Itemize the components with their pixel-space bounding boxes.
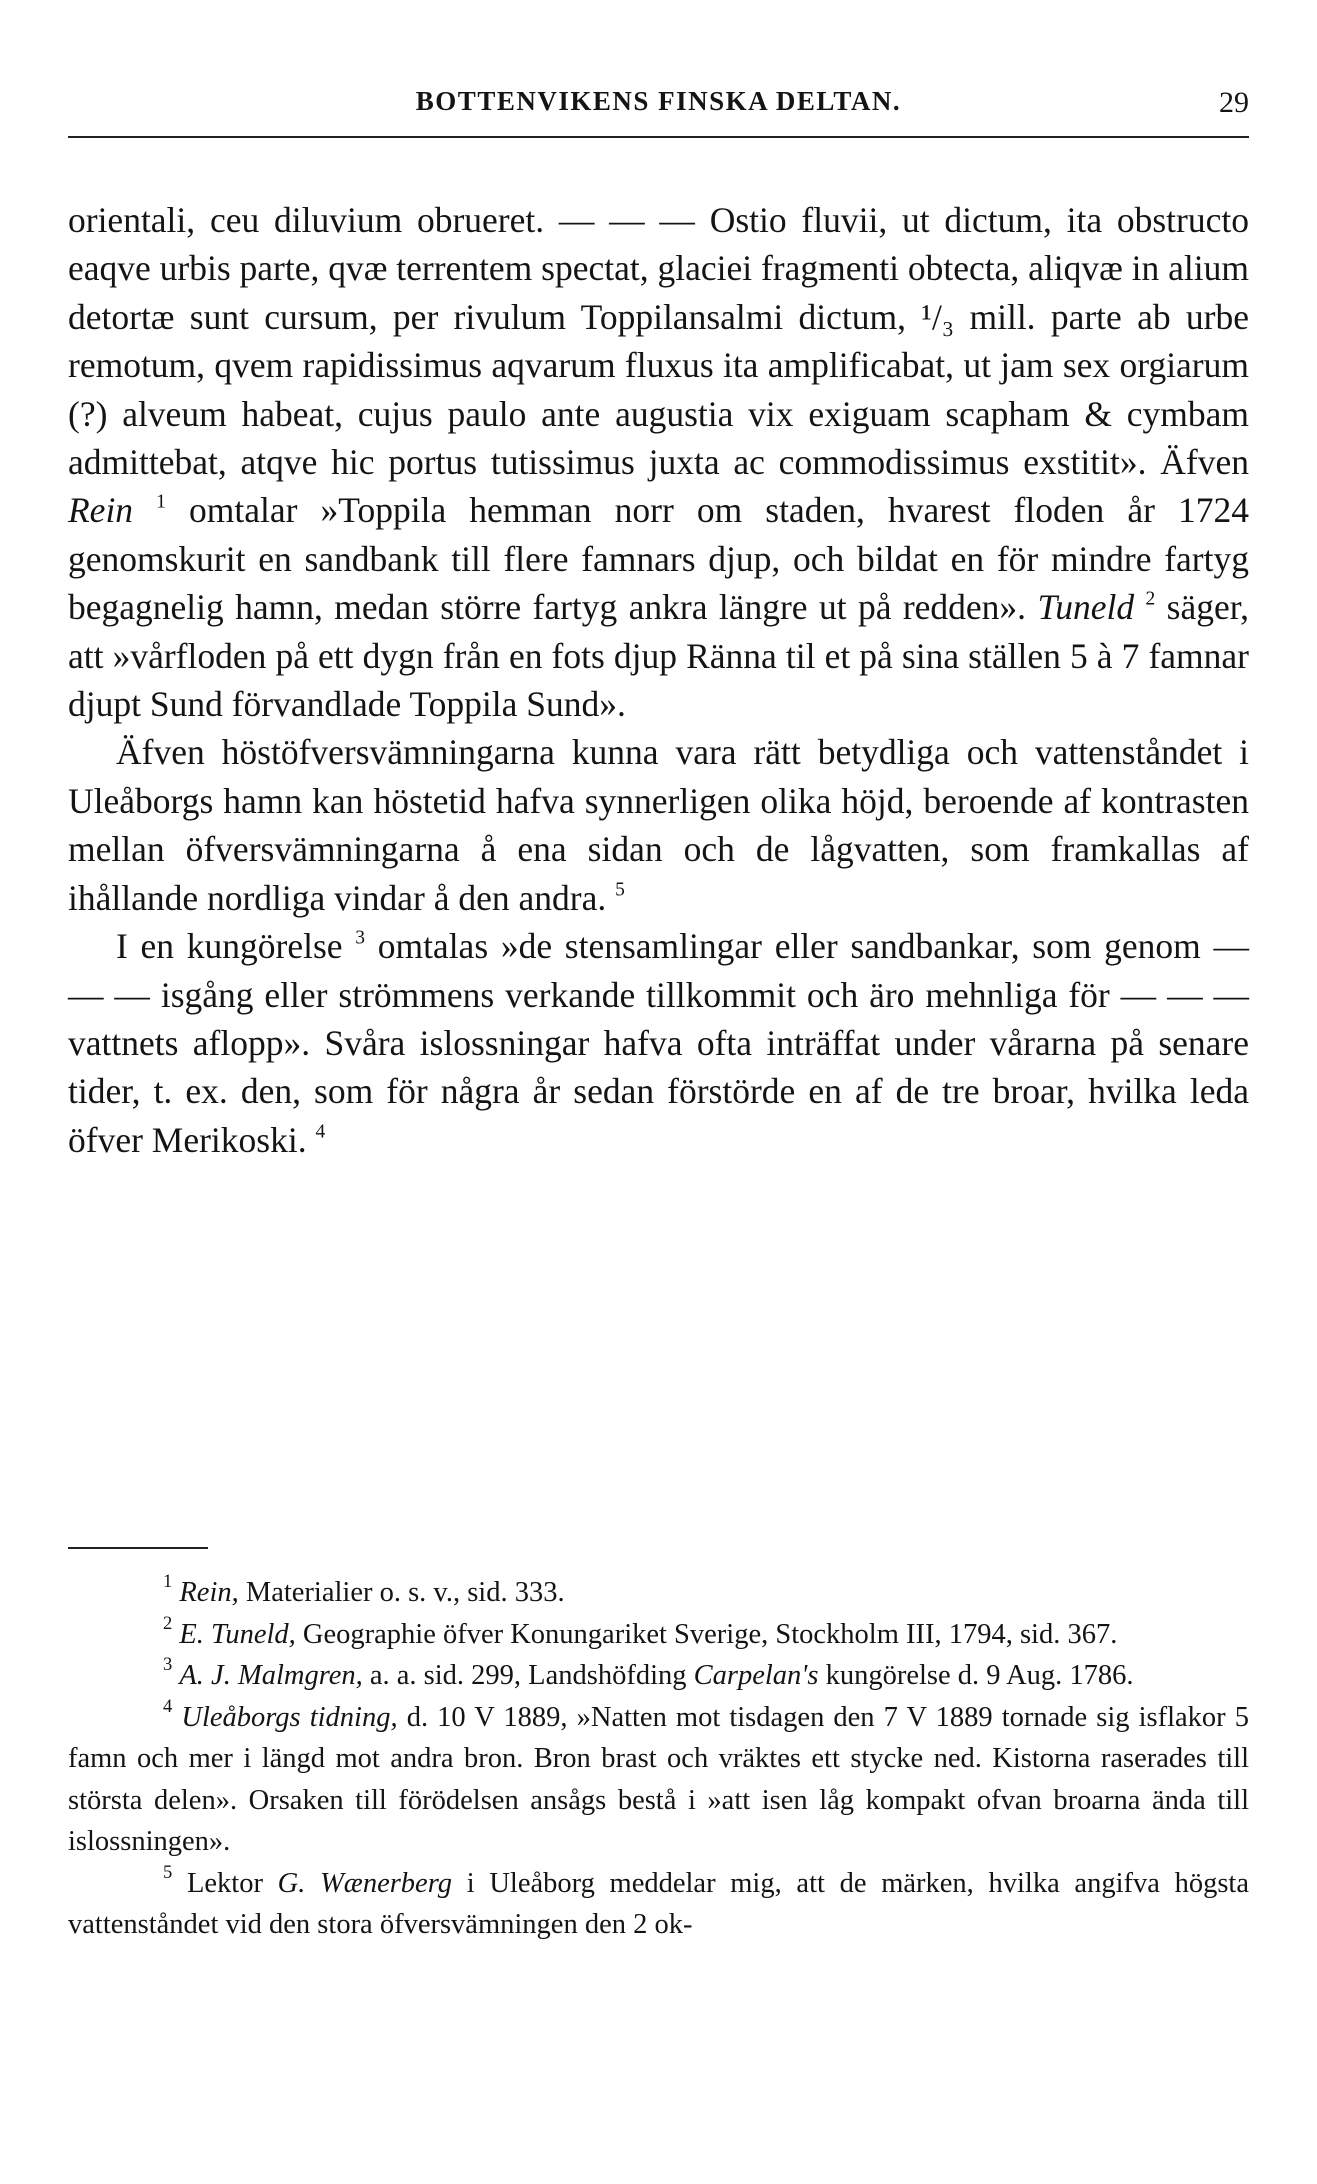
fraction-third: ¹/₃ — [921, 296, 955, 337]
footnote-1 — [68, 1572, 1249, 1614]
footnote-1-number: 1 — [163, 1571, 173, 1593]
footnote-3-number: 3 — [163, 1654, 173, 1676]
paragraph-1-text-a: orientali, ceu diluvium obrueret. — — — Ostio fluvii, ut dictum, ita obstructo eaqve urbis parte, qvæ terrentem spectat, glaciei fragmenti obtecta, aliqvæ in alium detortæ sunt cursum, per rivulum Toppilansalmi dictum, — [68, 200, 1249, 337]
footnote-ref-3: 3 — [355, 927, 365, 949]
footnote-3-text-a: a. a. sid. 299, Landshöfding — [362, 1660, 694, 1691]
footnote-2-text: Geographie öfver Konungariket Sverige, Stockholm III, 1794, sid. 367. — [295, 1618, 1118, 1650]
footnote-5-initial: G. — [277, 1867, 306, 1899]
footnote-ref-2: 2 — [1145, 588, 1156, 610]
running-head — [68, 86, 1249, 126]
author-rein: Rein — [68, 490, 134, 531]
paragraph-1 — [68, 196, 1249, 728]
page-number: 29 — [1219, 86, 1249, 119]
paragraph-3-text-a: I en kungörelse — [116, 926, 343, 967]
header-rule — [68, 136, 1249, 138]
footnote-5-text-c: i Uleåborg meddelar mig, att de märken, hvilka angifva högsta vattenståndet vid den stora öfversvämningen den 2 ok- — [68, 1867, 1249, 1940]
running-title: BOTTENVIKENS FINSKA DELTAN. — [415, 86, 902, 116]
footnote-3-carpelan: Carpelan's — [693, 1660, 819, 1691]
footnote-4 — [68, 1697, 1249, 1863]
footnotes — [68, 1572, 1249, 1946]
footnote-2 — [68, 1614, 1249, 1656]
paragraph-3 — [68, 922, 1249, 1164]
footnote-3 — [68, 1655, 1249, 1697]
footnote-ref-1: 1 — [156, 491, 166, 513]
paragraph-2-text: Äfven höstöfversvämningarna kunna vara rätt betydliga och vattenståndet i Uleåborgs hamn kan höstetid hafva synnerligen olika höjd, beroende af kontrasten mellan öfversvämningarna å ena sidan och de lågvatten, som framkallas af ihållande nordliga vindar å den andra. — [68, 732, 1249, 918]
footnote-5 — [68, 1863, 1249, 1946]
footnote-5-author: Wænerberg — [320, 1867, 452, 1899]
footnote-4-text: d. 10 V 1889, »Natten mot tisdagen den 7 V 1889 tornade sig isflakor 5 famn och mer i längd mot andra bron. Bron brast och vräktes ett stycke ned. Kistorna raserades till största delen». Orsaken till förödelsen ansågs bestå i »att isen låg kompakt ofvan broarna ända till islossningen». — [68, 1701, 1250, 1857]
footnote-rule — [68, 1547, 208, 1549]
footnote-ref-5: 5 — [615, 879, 625, 901]
author-tuneld: Tuneld — [1037, 587, 1135, 628]
footnote-2-number: 2 — [163, 1612, 173, 1634]
paragraph-2 — [68, 728, 1249, 922]
footnote-5-number: 5 — [163, 1861, 173, 1883]
paragraph-1-text-b: mill. parte ab urbe remotum, qvem rapidissimus aqvarum fluxus ita amplificabat, ut jam sex orgiarum (?) alveum habeat, cujus paulo ante augustia vix exiguam scapham & cymbam admittebat, atqve hic portus tutissimus juxta ac commodissimus exstitit». Äfven — [68, 296, 1249, 483]
footnote-1-text: Materialier o. s. v., sid. 333. — [238, 1577, 565, 1608]
footnote-ref-4: 4 — [315, 1121, 326, 1143]
footnote-1-author: Rein, — [179, 1577, 239, 1608]
paragraph-1-text-c: omtalar »Toppila hemman norr om staden, hvarest floden år 1724 genomskurit en sandbank till flere famnars djup, och bildat en för mindre fartyg begagnelig hamn, medan större fartyg ankra längre ut på redden». — [68, 490, 1249, 628]
footnote-5-text-b — [305, 1868, 320, 1899]
footnote-3-author: A. J. Malmgren, — [179, 1660, 363, 1691]
main-text — [68, 196, 1249, 1164]
paragraph-3-text-b: omtalas »de stensamlingar eller sandbankar, som genom — — — isgång eller strömmens verkande tillkommit och äro mehnliga för — — — vattnets aflopp». Svåra islossningar hafva ofta inträffat under vårarna på senare tider, t. ex. den, som för några år sedan förstörde en af de tre broar, hvilka leda öfver Merikoski. — [68, 926, 1249, 1160]
footnote-2-author: E. Tuneld, — [179, 1618, 296, 1650]
footnote-4-source: Uleåborgs tidning, — [181, 1701, 398, 1733]
footnote-4-number: 4 — [163, 1695, 173, 1717]
paragraph-1-text-d: säger, att »vårfloden på ett dygn från en fots djup Ränna til et på sina ställen 5 à 7 famnar djupt Sund förvandlade Toppila Sund». — [68, 587, 1250, 725]
footnote-5-text-a: Lektor — [172, 1867, 278, 1899]
footnote-3-text-b: kungörelse d. 9 Aug. 1786. — [818, 1660, 1134, 1691]
